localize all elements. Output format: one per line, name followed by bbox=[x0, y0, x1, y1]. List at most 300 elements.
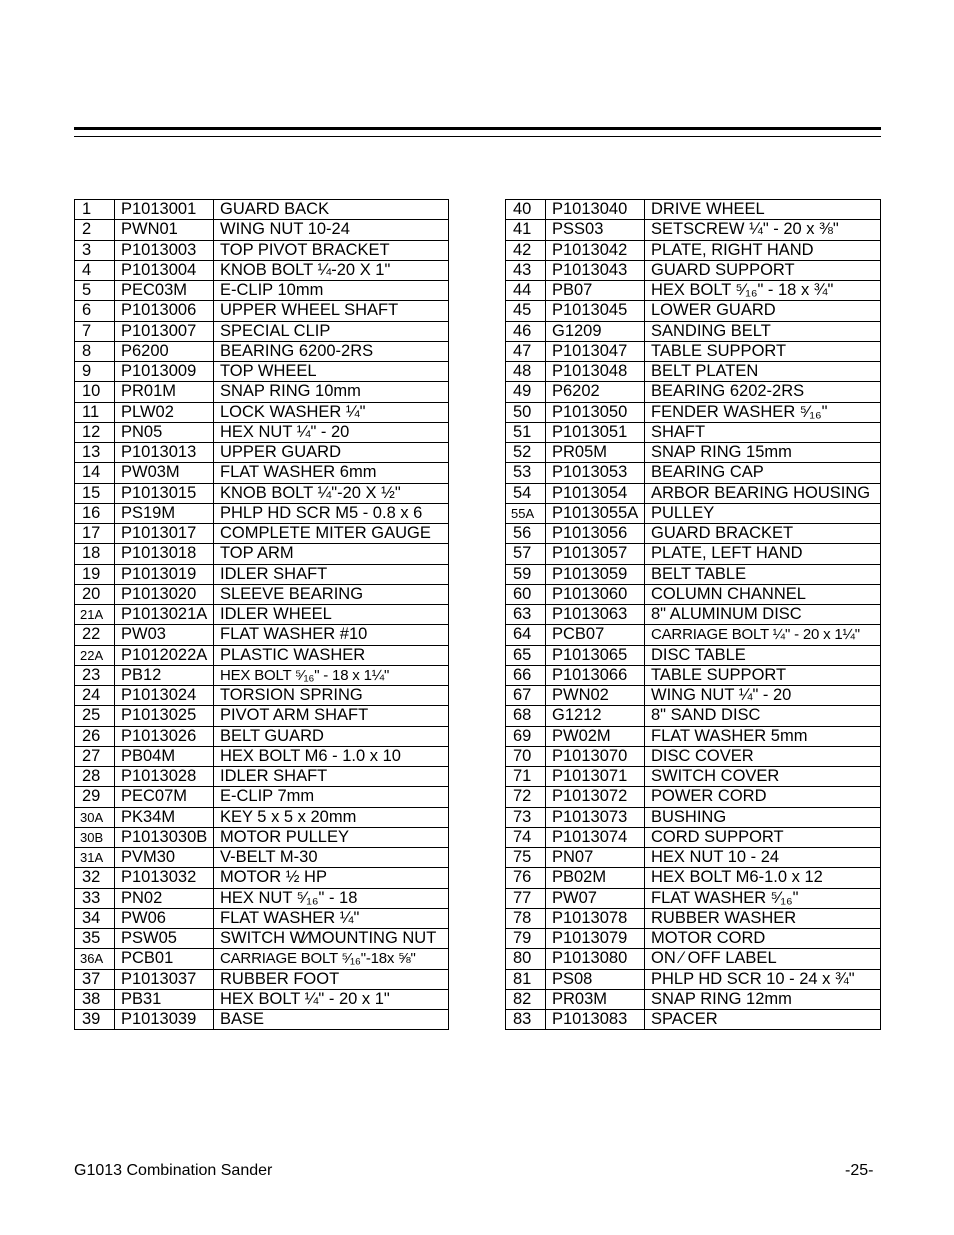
part-number-cell: PWN01 bbox=[115, 220, 214, 240]
ref-cell: 68 bbox=[506, 706, 546, 726]
footer-title: G1013 Combination Sander bbox=[74, 1162, 273, 1179]
part-number-cell: PR01M bbox=[115, 382, 214, 402]
part-number-cell: PSW05 bbox=[115, 929, 214, 949]
part-number-cell: P1013042 bbox=[546, 240, 645, 260]
part-number-cell: PSS03 bbox=[546, 220, 645, 240]
table-row bbox=[75, 200, 449, 220]
part-number-cell: P1013025 bbox=[115, 706, 214, 726]
ref-cell: 4 bbox=[75, 260, 115, 280]
table-row bbox=[75, 220, 449, 240]
part-number-cell: P1013001 bbox=[115, 200, 214, 220]
table-row bbox=[506, 989, 881, 1009]
description-cell: RUBBER FOOT bbox=[214, 969, 449, 989]
description-cell: PLATE, LEFT HAND bbox=[645, 544, 881, 564]
part-number-cell: P1013050 bbox=[546, 402, 645, 422]
ref-cell: 26 bbox=[75, 726, 115, 746]
part-number-cell: PCB01 bbox=[115, 949, 214, 969]
table-row bbox=[506, 321, 881, 341]
part-number-cell: P1013017 bbox=[115, 524, 214, 544]
table-row bbox=[75, 382, 449, 402]
ref-cell: 83 bbox=[506, 1010, 546, 1030]
part-number-cell: P1013015 bbox=[115, 483, 214, 503]
part-number-cell: P1013047 bbox=[546, 341, 645, 361]
description-cell: BELT GUARD bbox=[214, 726, 449, 746]
table-row bbox=[506, 807, 881, 827]
ref-cell: 57 bbox=[506, 544, 546, 564]
part-number-cell: P1013019 bbox=[115, 564, 214, 584]
ref-cell: 12 bbox=[75, 422, 115, 442]
ref-cell: 69 bbox=[506, 726, 546, 746]
part-number-cell: P1013054 bbox=[546, 483, 645, 503]
ref-cell: 54 bbox=[506, 483, 546, 503]
table-row bbox=[75, 321, 449, 341]
description-cell: WING NUT ¼" - 20 bbox=[645, 686, 881, 706]
ref-cell: 22A bbox=[75, 645, 115, 665]
part-number-cell: P1013021A bbox=[115, 605, 214, 625]
description-cell: SETSCREW ¼" - 20 x ⅜" bbox=[645, 220, 881, 240]
ref-cell: 45 bbox=[506, 301, 546, 321]
table-row bbox=[75, 807, 449, 827]
table-row bbox=[75, 463, 449, 483]
ref-cell: 3 bbox=[75, 240, 115, 260]
part-number-cell: P1013059 bbox=[546, 564, 645, 584]
table-row bbox=[506, 483, 881, 503]
ref-cell: 24 bbox=[75, 686, 115, 706]
ref-cell: 44 bbox=[506, 281, 546, 301]
part-number-cell: P1013048 bbox=[546, 362, 645, 382]
part-number-cell: P1013080 bbox=[546, 949, 645, 969]
description-cell: SWITCH W⁄MOUNTING NUT bbox=[214, 929, 449, 949]
ref-cell: 80 bbox=[506, 949, 546, 969]
description-cell: IDLER WHEEL bbox=[214, 605, 449, 625]
table-row bbox=[75, 848, 449, 868]
description-cell: HEX NUT ⁵⁄₁₆" - 18 bbox=[214, 888, 449, 908]
ref-cell: 64 bbox=[506, 625, 546, 645]
part-number-cell: PB04M bbox=[115, 746, 214, 766]
part-number-cell: P1013072 bbox=[546, 787, 645, 807]
table-row bbox=[75, 483, 449, 503]
table-row bbox=[506, 382, 881, 402]
table-row bbox=[75, 888, 449, 908]
ref-cell: 13 bbox=[75, 443, 115, 463]
table-row bbox=[75, 726, 449, 746]
table-row bbox=[506, 706, 881, 726]
table-row bbox=[506, 220, 881, 240]
ref-cell: 72 bbox=[506, 787, 546, 807]
table-row bbox=[506, 605, 881, 625]
table-row bbox=[75, 746, 449, 766]
table-row bbox=[75, 868, 449, 888]
table-row bbox=[506, 767, 881, 787]
table-row bbox=[506, 645, 881, 665]
description-cell: SPECIAL CLIP bbox=[214, 321, 449, 341]
description-cell: TOP PIVOT BRACKET bbox=[214, 240, 449, 260]
ref-cell: 56 bbox=[506, 524, 546, 544]
table-row bbox=[75, 564, 449, 584]
table-row bbox=[506, 544, 881, 564]
part-number-cell: P1013063 bbox=[546, 605, 645, 625]
parts-table-left bbox=[74, 199, 449, 1030]
ref-cell: 65 bbox=[506, 645, 546, 665]
ref-cell: 78 bbox=[506, 908, 546, 928]
table-row bbox=[75, 827, 449, 847]
part-number-cell: P1013037 bbox=[115, 969, 214, 989]
table-row bbox=[506, 665, 881, 685]
part-number-cell: P1013030B bbox=[115, 827, 214, 847]
table-row bbox=[506, 686, 881, 706]
description-cell: BUSHING bbox=[645, 807, 881, 827]
description-cell: DISC COVER bbox=[645, 746, 881, 766]
part-number-cell: P1013013 bbox=[115, 443, 214, 463]
ref-cell: 53 bbox=[506, 463, 546, 483]
part-number-cell: P1013060 bbox=[546, 584, 645, 604]
part-number-cell: PLW02 bbox=[115, 402, 214, 422]
table-row bbox=[506, 281, 881, 301]
description-cell: LOWER GUARD bbox=[645, 301, 881, 321]
part-number-cell: P1013039 bbox=[115, 1010, 214, 1030]
part-number-cell: G1212 bbox=[546, 706, 645, 726]
part-number-cell: P1013071 bbox=[546, 767, 645, 787]
ref-cell: 19 bbox=[75, 564, 115, 584]
ref-cell: 21A bbox=[75, 605, 115, 625]
table-row bbox=[506, 969, 881, 989]
table-row bbox=[506, 301, 881, 321]
description-cell: HEX NUT ¼" - 20 bbox=[214, 422, 449, 442]
table-row bbox=[75, 929, 449, 949]
part-number-cell: P1012022A bbox=[115, 645, 214, 665]
table-row bbox=[506, 848, 881, 868]
ref-cell: 14 bbox=[75, 463, 115, 483]
description-cell: PLATE, RIGHT HAND bbox=[645, 240, 881, 260]
part-number-cell: PW07 bbox=[546, 888, 645, 908]
description-cell: FLAT WASHER 5mm bbox=[645, 726, 881, 746]
description-cell: IDLER SHAFT bbox=[214, 767, 449, 787]
table-row bbox=[75, 402, 449, 422]
description-cell: GUARD BACK bbox=[214, 200, 449, 220]
table-row bbox=[75, 240, 449, 260]
part-number-cell: PB02M bbox=[546, 868, 645, 888]
table-row bbox=[506, 746, 881, 766]
part-number-cell: PR03M bbox=[546, 989, 645, 1009]
ref-cell: 75 bbox=[506, 848, 546, 868]
table-row bbox=[75, 665, 449, 685]
table-row bbox=[506, 787, 881, 807]
ref-cell: 20 bbox=[75, 584, 115, 604]
table-row bbox=[75, 686, 449, 706]
ref-cell: 36A bbox=[75, 949, 115, 969]
ref-cell: 67 bbox=[506, 686, 546, 706]
table-row bbox=[506, 260, 881, 280]
ref-cell: 41 bbox=[506, 220, 546, 240]
description-cell: TOP ARM bbox=[214, 544, 449, 564]
description-cell: E-CLIP 10mm bbox=[214, 281, 449, 301]
table-row bbox=[506, 868, 881, 888]
ref-cell: 48 bbox=[506, 362, 546, 382]
description-cell: KNOB BOLT ¼-20 X 1" bbox=[214, 260, 449, 280]
part-number-cell: P1013006 bbox=[115, 301, 214, 321]
part-number-cell: P1013066 bbox=[546, 665, 645, 685]
description-cell: COLUMN CHANNEL bbox=[645, 584, 881, 604]
ref-cell: 23 bbox=[75, 665, 115, 685]
ref-cell: 76 bbox=[506, 868, 546, 888]
table-row bbox=[75, 767, 449, 787]
table-row bbox=[75, 260, 449, 280]
description-cell: SNAP RING 15mm bbox=[645, 443, 881, 463]
table-row bbox=[506, 1010, 881, 1030]
ref-cell: 40 bbox=[506, 200, 546, 220]
description-cell: CARRIAGE BOLT ¼" - 20 x 1¼" bbox=[645, 625, 881, 645]
part-number-cell: PVM30 bbox=[115, 848, 214, 868]
part-number-cell: P1013020 bbox=[115, 584, 214, 604]
parts-table-right bbox=[505, 199, 881, 1030]
part-number-cell: P1013003 bbox=[115, 240, 214, 260]
part-number-cell: PW03M bbox=[115, 463, 214, 483]
description-cell: BELT PLATEN bbox=[645, 362, 881, 382]
ref-cell: 82 bbox=[506, 989, 546, 1009]
table-row bbox=[506, 503, 881, 523]
table-row bbox=[506, 625, 881, 645]
description-cell: MOTOR ½ HP bbox=[214, 868, 449, 888]
description-cell: BASE bbox=[214, 1010, 449, 1030]
part-number-cell: PS19M bbox=[115, 503, 214, 523]
part-number-cell: PN05 bbox=[115, 422, 214, 442]
table-row bbox=[506, 341, 881, 361]
part-number-cell: P1013065 bbox=[546, 645, 645, 665]
table-row bbox=[75, 787, 449, 807]
part-number-cell: P1013043 bbox=[546, 260, 645, 280]
part-number-cell: P1013078 bbox=[546, 908, 645, 928]
description-cell: SNAP RING 10mm bbox=[214, 382, 449, 402]
ref-cell: 50 bbox=[506, 402, 546, 422]
description-cell: DRIVE WHEEL bbox=[645, 200, 881, 220]
description-cell: TOP WHEEL bbox=[214, 362, 449, 382]
description-cell: PLASTIC WASHER bbox=[214, 645, 449, 665]
header-rule-thick bbox=[74, 127, 881, 130]
ref-cell: 9 bbox=[75, 362, 115, 382]
ref-cell: 33 bbox=[75, 888, 115, 908]
part-number-cell: P1013057 bbox=[546, 544, 645, 564]
description-cell: FLAT WASHER 6mm bbox=[214, 463, 449, 483]
description-cell: E-CLIP 7mm bbox=[214, 787, 449, 807]
table-row bbox=[506, 524, 881, 544]
ref-cell: 79 bbox=[506, 929, 546, 949]
part-number-cell: P1013007 bbox=[115, 321, 214, 341]
ref-cell: 1 bbox=[75, 200, 115, 220]
part-number-cell: PR05M bbox=[546, 443, 645, 463]
ref-cell: 39 bbox=[75, 1010, 115, 1030]
part-number-cell: P1013004 bbox=[115, 260, 214, 280]
description-cell: V-BELT M-30 bbox=[214, 848, 449, 868]
description-cell: SLEEVE BEARING bbox=[214, 584, 449, 604]
table-row bbox=[506, 908, 881, 928]
part-number-cell: P1013070 bbox=[546, 746, 645, 766]
description-cell: TORSION SPRING bbox=[214, 686, 449, 706]
table-row bbox=[75, 706, 449, 726]
ref-cell: 16 bbox=[75, 503, 115, 523]
ref-cell: 73 bbox=[506, 807, 546, 827]
table-row bbox=[506, 443, 881, 463]
table-row bbox=[75, 524, 449, 544]
table-row bbox=[75, 281, 449, 301]
table-row bbox=[506, 422, 881, 442]
table-row bbox=[75, 544, 449, 564]
ref-cell: 29 bbox=[75, 787, 115, 807]
part-number-cell: PW03 bbox=[115, 625, 214, 645]
description-cell: TABLE SUPPORT bbox=[645, 341, 881, 361]
table-row bbox=[75, 362, 449, 382]
description-cell: PHLP HD SCR 10 - 24 x ¾" bbox=[645, 969, 881, 989]
ref-cell: 30B bbox=[75, 827, 115, 847]
parts-table-right-body bbox=[506, 200, 881, 1030]
table-row bbox=[75, 645, 449, 665]
table-row bbox=[75, 422, 449, 442]
ref-cell: 51 bbox=[506, 422, 546, 442]
part-number-cell: P1013079 bbox=[546, 929, 645, 949]
description-cell: SHAFT bbox=[645, 422, 881, 442]
description-cell: BEARING 6200-2RS bbox=[214, 341, 449, 361]
ref-cell: 30A bbox=[75, 807, 115, 827]
ref-cell: 43 bbox=[506, 260, 546, 280]
ref-cell: 38 bbox=[75, 989, 115, 1009]
ref-cell: 59 bbox=[506, 564, 546, 584]
ref-cell: 28 bbox=[75, 767, 115, 787]
table-row bbox=[75, 443, 449, 463]
description-cell: HEX BOLT ⁵⁄₁₆" - 18 x ¾" bbox=[645, 281, 881, 301]
description-cell: CARRIAGE BOLT ⁵⁄₁₆"-18x ⅝" bbox=[214, 949, 449, 969]
ref-cell: 11 bbox=[75, 402, 115, 422]
table-row bbox=[75, 625, 449, 645]
footer-page-number: -25- bbox=[845, 1162, 874, 1179]
ref-cell: 74 bbox=[506, 827, 546, 847]
part-number-cell: PS08 bbox=[546, 969, 645, 989]
ref-cell: 63 bbox=[506, 605, 546, 625]
table-row bbox=[506, 200, 881, 220]
description-cell: COMPLETE MITER GAUGE bbox=[214, 524, 449, 544]
description-cell: IDLER SHAFT bbox=[214, 564, 449, 584]
part-number-cell: P1013028 bbox=[115, 767, 214, 787]
ref-cell: 34 bbox=[75, 908, 115, 928]
ref-cell: 55A bbox=[506, 503, 546, 523]
description-cell: FENDER WASHER ⁵⁄₁₆" bbox=[645, 402, 881, 422]
ref-cell: 27 bbox=[75, 746, 115, 766]
description-cell: KNOB BOLT ¼"-20 X ½" bbox=[214, 483, 449, 503]
table-row bbox=[75, 908, 449, 928]
description-cell: MOTOR CORD bbox=[645, 929, 881, 949]
part-number-cell: PW02M bbox=[546, 726, 645, 746]
table-row bbox=[75, 949, 449, 969]
part-number-cell: PK34M bbox=[115, 807, 214, 827]
ref-cell: 31A bbox=[75, 848, 115, 868]
description-cell: WING NUT 10-24 bbox=[214, 220, 449, 240]
part-number-cell: PN07 bbox=[546, 848, 645, 868]
description-cell: MOTOR PULLEY bbox=[214, 827, 449, 847]
description-cell: PHLP HD SCR M5 - 0.8 x 6 bbox=[214, 503, 449, 523]
description-cell: POWER CORD bbox=[645, 787, 881, 807]
ref-cell: 66 bbox=[506, 665, 546, 685]
ref-cell: 5 bbox=[75, 281, 115, 301]
table-row bbox=[75, 301, 449, 321]
part-number-cell: PCB07 bbox=[546, 625, 645, 645]
ref-cell: 22 bbox=[75, 625, 115, 645]
ref-cell: 42 bbox=[506, 240, 546, 260]
description-cell: HEX BOLT ⁵⁄₁₆" - 18 x 1¼" bbox=[214, 665, 449, 685]
ref-cell: 2 bbox=[75, 220, 115, 240]
ref-cell: 81 bbox=[506, 969, 546, 989]
table-row bbox=[506, 463, 881, 483]
part-number-cell: P1013018 bbox=[115, 544, 214, 564]
description-cell: ON ⁄ OFF LABEL bbox=[645, 949, 881, 969]
table-row bbox=[75, 341, 449, 361]
description-cell: FLAT WASHER ¼" bbox=[214, 908, 449, 928]
table-row bbox=[75, 584, 449, 604]
part-number-cell: P1013024 bbox=[115, 686, 214, 706]
ref-cell: 10 bbox=[75, 382, 115, 402]
part-number-cell: PB07 bbox=[546, 281, 645, 301]
part-number-cell: P1013074 bbox=[546, 827, 645, 847]
ref-cell: 32 bbox=[75, 868, 115, 888]
table-row bbox=[506, 584, 881, 604]
part-number-cell: P6202 bbox=[546, 382, 645, 402]
ref-cell: 47 bbox=[506, 341, 546, 361]
description-cell: KEY 5 x 5 x 20mm bbox=[214, 807, 449, 827]
description-cell: 8" ALUMINUM DISC bbox=[645, 605, 881, 625]
table-row bbox=[506, 402, 881, 422]
ref-cell: 60 bbox=[506, 584, 546, 604]
part-number-cell: P1013056 bbox=[546, 524, 645, 544]
part-number-cell: PB31 bbox=[115, 989, 214, 1009]
description-cell: UPPER GUARD bbox=[214, 443, 449, 463]
table-row bbox=[75, 989, 449, 1009]
description-cell: PIVOT ARM SHAFT bbox=[214, 706, 449, 726]
table-row bbox=[506, 564, 881, 584]
description-cell: SANDING BELT bbox=[645, 321, 881, 341]
parts-table-left-body bbox=[75, 200, 449, 1030]
part-number-cell: P1013073 bbox=[546, 807, 645, 827]
table-row bbox=[506, 362, 881, 382]
table-row bbox=[75, 969, 449, 989]
description-cell: UPPER WHEEL SHAFT bbox=[214, 301, 449, 321]
description-cell: HEX BOLT M6-1.0 x 12 bbox=[645, 868, 881, 888]
part-number-cell: P1013045 bbox=[546, 301, 645, 321]
description-cell: BEARING 6202-2RS bbox=[645, 382, 881, 402]
description-cell: BEARING CAP bbox=[645, 463, 881, 483]
ref-cell: 35 bbox=[75, 929, 115, 949]
description-cell: HEX BOLT M6 - 1.0 x 10 bbox=[214, 746, 449, 766]
description-cell: GUARD SUPPORT bbox=[645, 260, 881, 280]
part-number-cell: G1209 bbox=[546, 321, 645, 341]
description-cell: FLAT WASHER ⁵⁄₁₆" bbox=[645, 888, 881, 908]
table-row bbox=[75, 1010, 449, 1030]
part-number-cell: P6200 bbox=[115, 341, 214, 361]
part-number-cell: PB12 bbox=[115, 665, 214, 685]
ref-cell: 52 bbox=[506, 443, 546, 463]
ref-cell: 49 bbox=[506, 382, 546, 402]
ref-cell: 18 bbox=[75, 544, 115, 564]
header-rule-thin bbox=[74, 136, 881, 137]
description-cell: GUARD BRACKET bbox=[645, 524, 881, 544]
description-cell: BELT TABLE bbox=[645, 564, 881, 584]
table-row bbox=[506, 827, 881, 847]
ref-cell: 77 bbox=[506, 888, 546, 908]
part-number-cell: P1013026 bbox=[115, 726, 214, 746]
description-cell: 8" SAND DISC bbox=[645, 706, 881, 726]
part-number-cell: P1013040 bbox=[546, 200, 645, 220]
description-cell: ARBOR BEARING HOUSING bbox=[645, 483, 881, 503]
ref-cell: 46 bbox=[506, 321, 546, 341]
description-cell: SWITCH COVER bbox=[645, 767, 881, 787]
part-number-cell: P1013032 bbox=[115, 868, 214, 888]
part-number-cell: PN02 bbox=[115, 888, 214, 908]
